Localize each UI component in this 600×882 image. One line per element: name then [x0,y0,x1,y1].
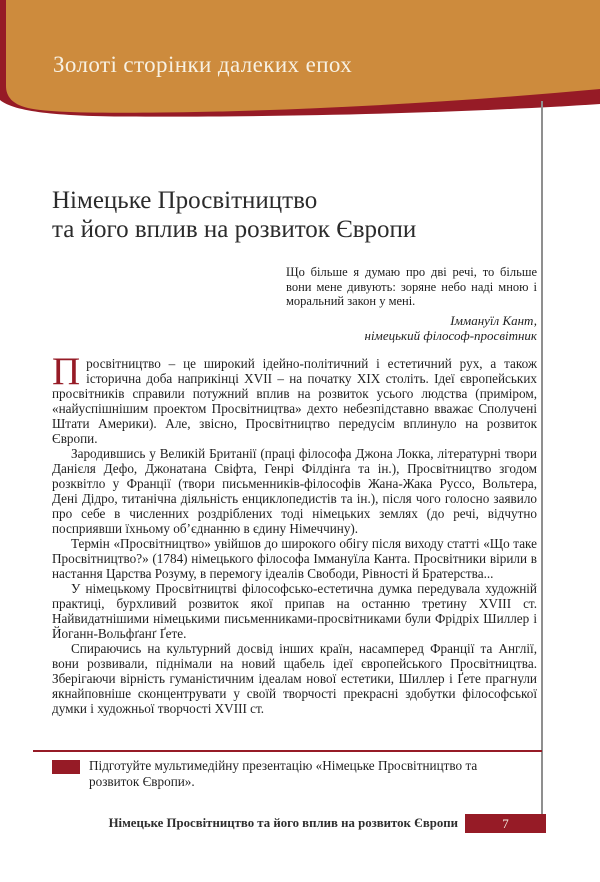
task-row [52,758,542,789]
article-title-line1: Німецьке Просвітництво [52,187,318,214]
epigraph-author-role: німецький філософ-просвітник [364,327,537,343]
epigraph-author-name: Іммануїл Кант, [450,312,537,328]
page-number-badge [465,814,546,833]
task-section [33,750,542,789]
right-vertical-rule [541,101,543,814]
task-marker-icon [52,760,80,774]
page-number: 7 [502,815,509,831]
section-title: Золоті сторінки далеких епох [53,52,353,77]
header-band [0,0,600,120]
paragraph-1-text: росвітництво – це широкий ідейно-політичний і естетичний рух, а також історична доба наприкінці XVII – на початку XIX століть. Ідеї європейських просвітників справили потужний вплив на розвиток усього людства (приміром, «найуспішнішим проектом Просвітництва» дехто небезпідставно вважає Сполучені Штати Америки). Але, звісно, Просвітництво передусім вплинуло на розвиток Європи. [52,355,537,446]
epigraph-author [286,313,537,343]
paragraph-5: Спираючись на культурний досвід інших країн, насамперед Франції та Англії, вони розвивали, піднімали на новий щабель ідеї європейського Просвітництва. Зберігаючи вірність гуманістичним ідеалам нової естетики, Шиллер і Ґете прагнули якнайповніше сконцентрувати у своїй творчості прекрасні здобутки філософської думки і художньої творчості XVIII ст. [52,640,537,716]
paragraph-2: Зародившись у Великій Британії (праці філософа Джона Локка, літературні твори Данієля Дефо, Джонатана Свіфта, Генрі Філдінґа та ін.), Просвітництво згодом розквітло у Франції (твори письменників-філософів Жана-Жака Руссо, Вольтера, Дені Дідро, титанічна діяльність енциклопедистів та ін.), після чого голосно заявило про себе в численних роздріблених тоді німецьких землях (до речі, відчутно посприявши їхньому об’єднанню в єдину Німеччину). [52,445,537,536]
paragraph-1 [52,349,537,446]
paragraph-4: У німецькому Просвітництві філософсько-естетична думка передувала художній практиці, бурхливий розвиток якої припав на останню третину XVIII ст. Найвидатнішими німецькими письменниками-просвітниками були Фрідріх Шиллер і Йоганн-Вольфґанґ Ґете. [52,580,537,641]
article [52,120,537,716]
epigraph [286,265,537,343]
footer [0,814,546,833]
epigraph-text: Що більше я думаю про дві речі, то більше вони мене дивують: зоряне небо наді мною і моральний закон у мені. [286,265,537,309]
running-title: Німецьке Просвітництво та його вплив на розвиток Європи [108,816,458,830]
drop-cap: П [52,349,81,393]
article-body [52,349,537,716]
task-text: Підготуйте мультимедійну презентацію «Німецьке Просвітництво та розвиток Європи». [89,758,478,789]
paragraph-3: Термін «Просвітництво» увійшов до широкого обігу після виходу статті «Що таке Просвітництво?» (1784) німецького філософа Іммануїла Канта. Просвітники вірили в настання Царства Розуму, в перемогу ідеалів Свободи, Рівності й Братерства... [52,535,537,581]
article-title-line2: та його вплив на розвиток Європи [52,216,417,243]
article-title [52,186,537,244]
